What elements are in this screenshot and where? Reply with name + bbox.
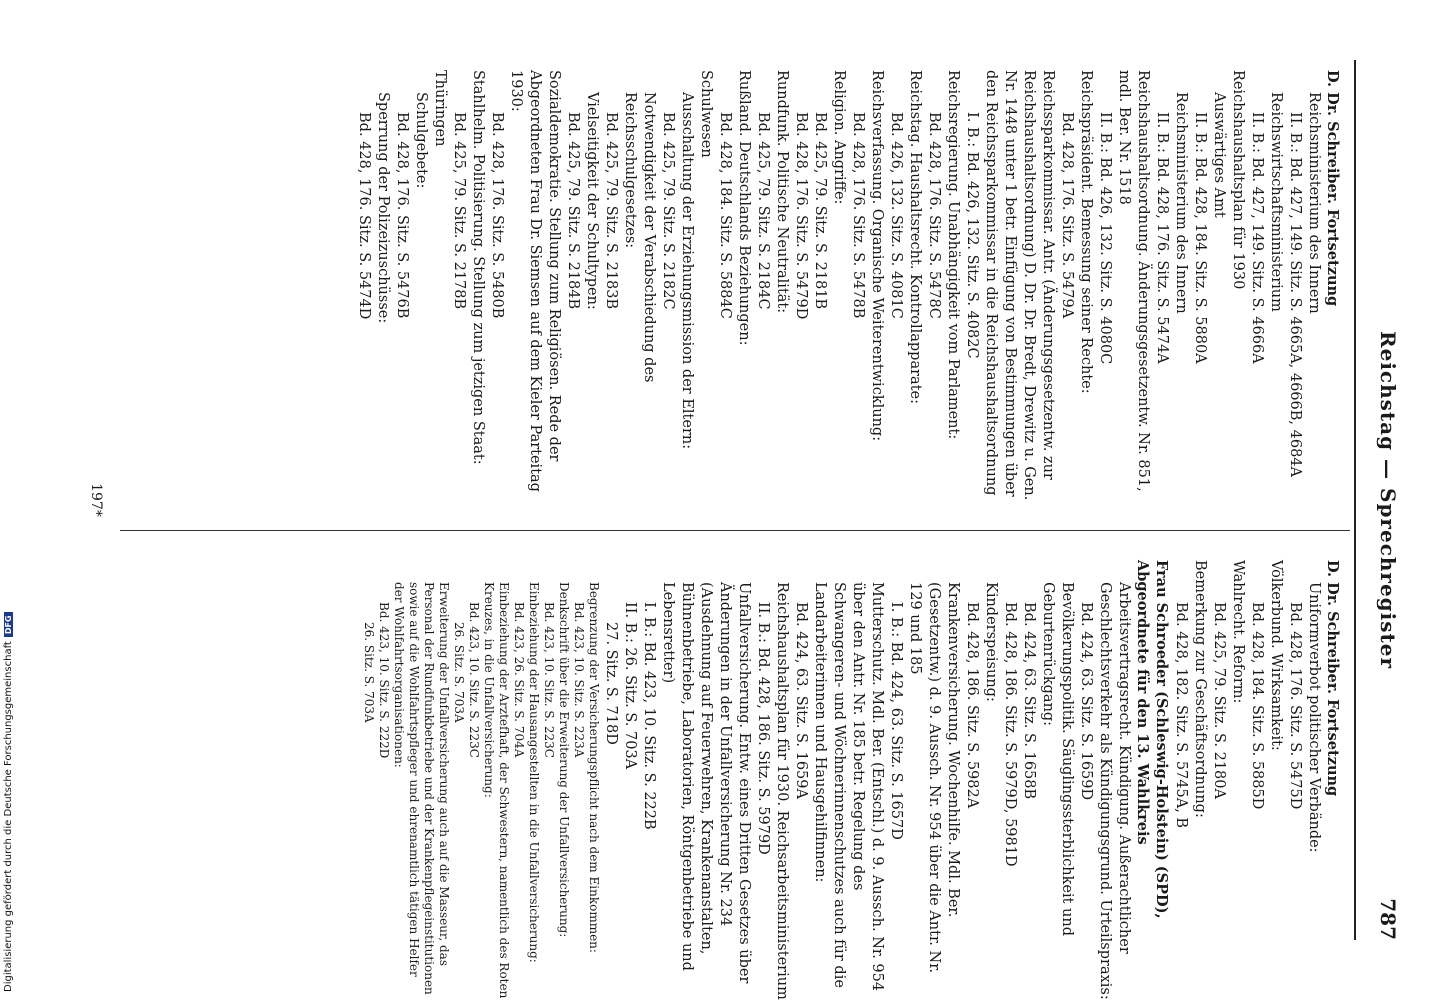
credit-text: Digitalisierung gefördert durch die Deutsche Forschungsgemeinschaft: [3, 641, 14, 992]
register-entry: Bd. 428, 184. Sitz. S. 5885D: [1249, 602, 1265, 810]
register-entry: Reichshaushaltsplan für 1930. Reichsarbeitsministerium: [774, 582, 790, 1000]
register-entry: Schulgebete:: [413, 92, 429, 189]
register-entry: Bd. 425, 79. Sitz. S. 2184B: [565, 112, 581, 310]
register-entry: 26. Sitz. S. 703A: [452, 622, 466, 723]
register-entry: Thüringen: [432, 70, 448, 147]
register-entry: Reichshaushaltsplan für 1930: [1230, 70, 1246, 290]
register-entry: Bd. 424, 63. Sitz. S. 1659A: [793, 602, 809, 799]
page-number: 787: [1376, 898, 1400, 940]
register-entry: Rußland. Deutschlands Beziehungen:: [736, 70, 752, 346]
right-column: [361, 560, 1342, 1000]
register-entry: II. B.: Bd. 426, 132. Sitz. S. 4080C: [1097, 112, 1113, 365]
register-entry: Bd. 428, 186. Sitz. S. 5982A: [964, 602, 980, 809]
register-entry: Reichsregierung. Unabhängigkeit vom Parlament:: [945, 70, 961, 440]
register-entry: Kinderspeisung:: [983, 582, 999, 702]
register-entry: D. Dr. Schreiber. Fortsetzung: [1324, 70, 1341, 307]
register-entry: Bd. 428, 176. Sitz. S. 5479A: [1059, 112, 1075, 319]
register-entry: II. B.: Bd. 428, 186. Sitz. S. 5979D: [755, 602, 771, 855]
register-entry: Bd. 423, 10. Sitz. S. 222D: [377, 602, 391, 759]
register-entry: Bd. 428, 186. Sitz. S. 5979D, 5981D: [1002, 602, 1018, 867]
register-entry: Bd. 424, 63. Sitz. S. 1659D: [1078, 602, 1094, 801]
register-entry: Sozialdemokratie. Stellung zum Religiösen. Rede der Abgeordneten Frau Dr. Siemsen auf dem Kieler Parteitag 1930:: [508, 70, 562, 492]
register-entry: Erweiterung der Unfallversicherung auch auf die Masseur, das Personal der Rundfunkbetriebe und der Krankenpflegeinstitutionen sowie auf die Wohlfahrtspfleger und ehrenamtlich tätigen Helfer der Wohlfahrtsorganisationen:: [392, 582, 451, 995]
register-entry: Bd. 426, 132. Sitz. S. 4081C: [888, 112, 904, 319]
register-entry: Bd. 425, 79. Sitz. S. 2180A: [1211, 602, 1227, 799]
register-entry: II. B.: Bd. 427, 149. Sitz. S. 4666A: [1249, 112, 1265, 364]
register-entry: Bd. 428, 176. Sitz. S. 5475D: [1287, 602, 1303, 810]
register-entry: Bd. 428, 184. Sitz. S. 5884C: [717, 112, 733, 319]
register-entry: Reichsministerium des Innern: [1306, 92, 1322, 314]
register-entry: 27. Sitz. S. 718D: [603, 622, 619, 745]
header-rule: [1354, 60, 1356, 940]
register-entry: Bd. 428, 176. Sitz. S. 5478B: [850, 112, 866, 319]
register-entry: Reichsministerium des Innern: [1173, 92, 1189, 314]
register-entry: Bd. 425, 79. Sitz. S. 2182C: [660, 112, 676, 310]
register-entry: Einbeziehung der Hausangestellten in die Unfallversicherung:: [527, 582, 541, 963]
register-entry: Begrenzung der Versicherungspflicht nach dem Einkommen:: [587, 582, 601, 953]
register-entry: Bd. 425, 79. Sitz. S. 2181B: [812, 112, 828, 310]
register-entry: Sperrung der Polizeizuschüsse:: [375, 92, 391, 324]
register-entry: Bd. 425, 79. Sitz. S. 2184C: [755, 112, 771, 310]
register-entry: Arbeitsvertragsrecht. Kündigung. Außerachtlicher Geschlechtsverkehr als Kündigungsgrund. Urteilspraxis:: [1097, 582, 1132, 1000]
register-entry: II. B.: Bd. 428, 184. Sitz. S. 5880A: [1192, 112, 1208, 364]
register-entry: Bd. 428, 176. Sitz. S. 5476B: [394, 112, 410, 319]
register-entry: Reichswirtschaftsministerium: [1268, 92, 1284, 312]
register-entry: II. B.: Bd. 427, 149. Sitz. S. 4665A, 4666B, 4684A: [1287, 112, 1303, 478]
register-entry: I. B.: Bd. 424, 63. Sitz. S. 1657D: [888, 602, 904, 840]
register-entry: Bemerkung zur Geschäftsordnung:: [1192, 560, 1208, 818]
running-header: [1366, 60, 1406, 940]
register-entry: Frau Schroeder (Schleswig-Holstein) (SPD), Abgeordnete für den 13. Wahlkreis: [1134, 560, 1170, 919]
register-entry: Reichshaushaltsordnung. Änderungsgesetzentw. Nr. 851, mdl. Ber. Nr. 1518: [1116, 70, 1151, 492]
register-entry: Notwendigkeit der Verabschiedung des Reichsschulgesetzes:: [622, 92, 657, 383]
register-entry: Bd. 428, 176. Sitz. S. 5478C: [926, 112, 942, 319]
register-entry: Bd. 425, 79. Sitz. S. 2183B: [603, 112, 619, 310]
register-entry: Krankenversicherung. Wochenhilfe. Mdl. Ber. (Gesetzentw.) d. 9. Aussch. Nr. 954 über die Antr. Nr. 129 und 185: [907, 582, 961, 974]
register-entry: Religion. Angriffe:: [831, 70, 847, 205]
register-entry: Bd. 423, 10. Sitz. S. 223A: [572, 602, 586, 758]
running-title: Reichstag — Sprechregister: [1376, 330, 1400, 670]
register-entry: Reichssparkommissar. Antr. (Änderungsgesetzentw. zur Reichshaushaltsordnung) D. Dr. Dr. Bredt, Drewitz u. Gen. Nr. 1448 unter 1 betr. Einfügung von Bestimmungen über den Reichssparkommissar in die Reichshaushaltsordnung: [983, 70, 1056, 501]
register-entry: Schulwesen: [698, 70, 714, 158]
register-entry: D. Dr. Schreiber. Fortsetzung: [1324, 560, 1341, 797]
register-entry: Bd. 428, 176. Sitz. S. 5474D: [356, 112, 372, 320]
register-entry: Auswärtiges Amt: [1211, 92, 1227, 218]
register-entry: Bevölkerungspolitik. Säuglingssterblichkeit und Geburtenrückgang:: [1040, 582, 1075, 936]
register-entry: Stahlhelm. Politisierung. Stellung zum jetzigen Staat:: [470, 70, 486, 465]
register-entry: Bd. 428, 176. Sitz. S. 5479D: [793, 112, 809, 320]
register-entry: I. B.: Bd. 423, 10. Sitz. S. 222B: [641, 602, 657, 830]
register-entry: II. B.: Bd. 428, 176. Sitz. S. 5474A: [1154, 112, 1170, 364]
register-entry: Unfallversicherung. Entw. eines Dritten Gesetzes über Änderungen in der Unfallversicherung Nr. 234 (Ausdehnung auf Feuerwehren, Krankenanstalten, Bühnenbetriebe, Laboratorien, Röntgenbetriebe und Lebensretter): [660, 582, 752, 984]
footer-page-marker: 197*: [88, 483, 104, 517]
register-entry: I. B.: Bd. 426, 132. Sitz. S. 4082C: [964, 112, 980, 359]
register-entry: Ausschaltung der Erziehungsmission der Eltern:: [679, 92, 695, 450]
register-entry: Bd. 428, 182. Sitz. S. 5745A, B: [1173, 602, 1189, 829]
register-entry: Denkschrift über die Erweiterung der Unfallversicherung:: [557, 582, 571, 938]
register-entry: Vielseitigkeit der Schultypen:: [584, 92, 600, 310]
register-entry: Rundfunk. Politische Neutralität:: [774, 70, 790, 314]
left-column: [354, 70, 1342, 510]
register-entry: Reichstag. Haushaltsrecht. Kontrollapparate:: [907, 70, 923, 404]
register-entry: 26. Sitz. S. 703A: [362, 622, 376, 723]
register-entry: Wahlrecht. Reform:: [1230, 560, 1246, 704]
register-entry: Bd. 424, 63. Sitz. S. 1658B: [1021, 602, 1037, 800]
register-entry: Einbeziehung der Arztefhaft, der Schwestern, namentlich des Roten Kreuzes, in die Unfallversicherung:: [482, 582, 511, 999]
register-entry: Uniformverbot politischer Verbände:: [1306, 582, 1322, 853]
column-divider: [120, 530, 1350, 531]
register-entry: Bd. 423, 26. Sitz. S. 704A: [512, 602, 526, 758]
register-entry: Reichspräsident. Bemessung seiner Rechte:: [1078, 70, 1094, 394]
register-entry: Völkerbund. Wirksamkeit:: [1268, 560, 1284, 751]
register-entry: Bd. 423, 10. Sitz. S. 223C: [467, 602, 481, 758]
register-entry: Bd. 423, 10. Sitz. S. 223C: [542, 602, 556, 758]
register-entry: Mutterschutz. Mdl. Ber. (Entschl.) d. 9. Aussch. Nr. 954 über den Antr. Nr. 185 betr. Regelung des Schwangeren- und Wöchnerinnenschutzes auch für die Landarbeiterinnen und Hausgehilfinnen:: [812, 582, 885, 992]
register-entry: Bd. 428, 176. Sitz. S. 5480B: [489, 112, 505, 319]
register-entry: II. B.: 26. Sitz. S. 703A: [622, 602, 638, 770]
register-entry: Reichsverfassung. Organische Weiterentwicklung:: [869, 70, 885, 442]
register-entry: Bd. 425, 79. Sitz. S. 2178B: [451, 112, 467, 310]
dfg-logo: DFG: [4, 612, 13, 637]
